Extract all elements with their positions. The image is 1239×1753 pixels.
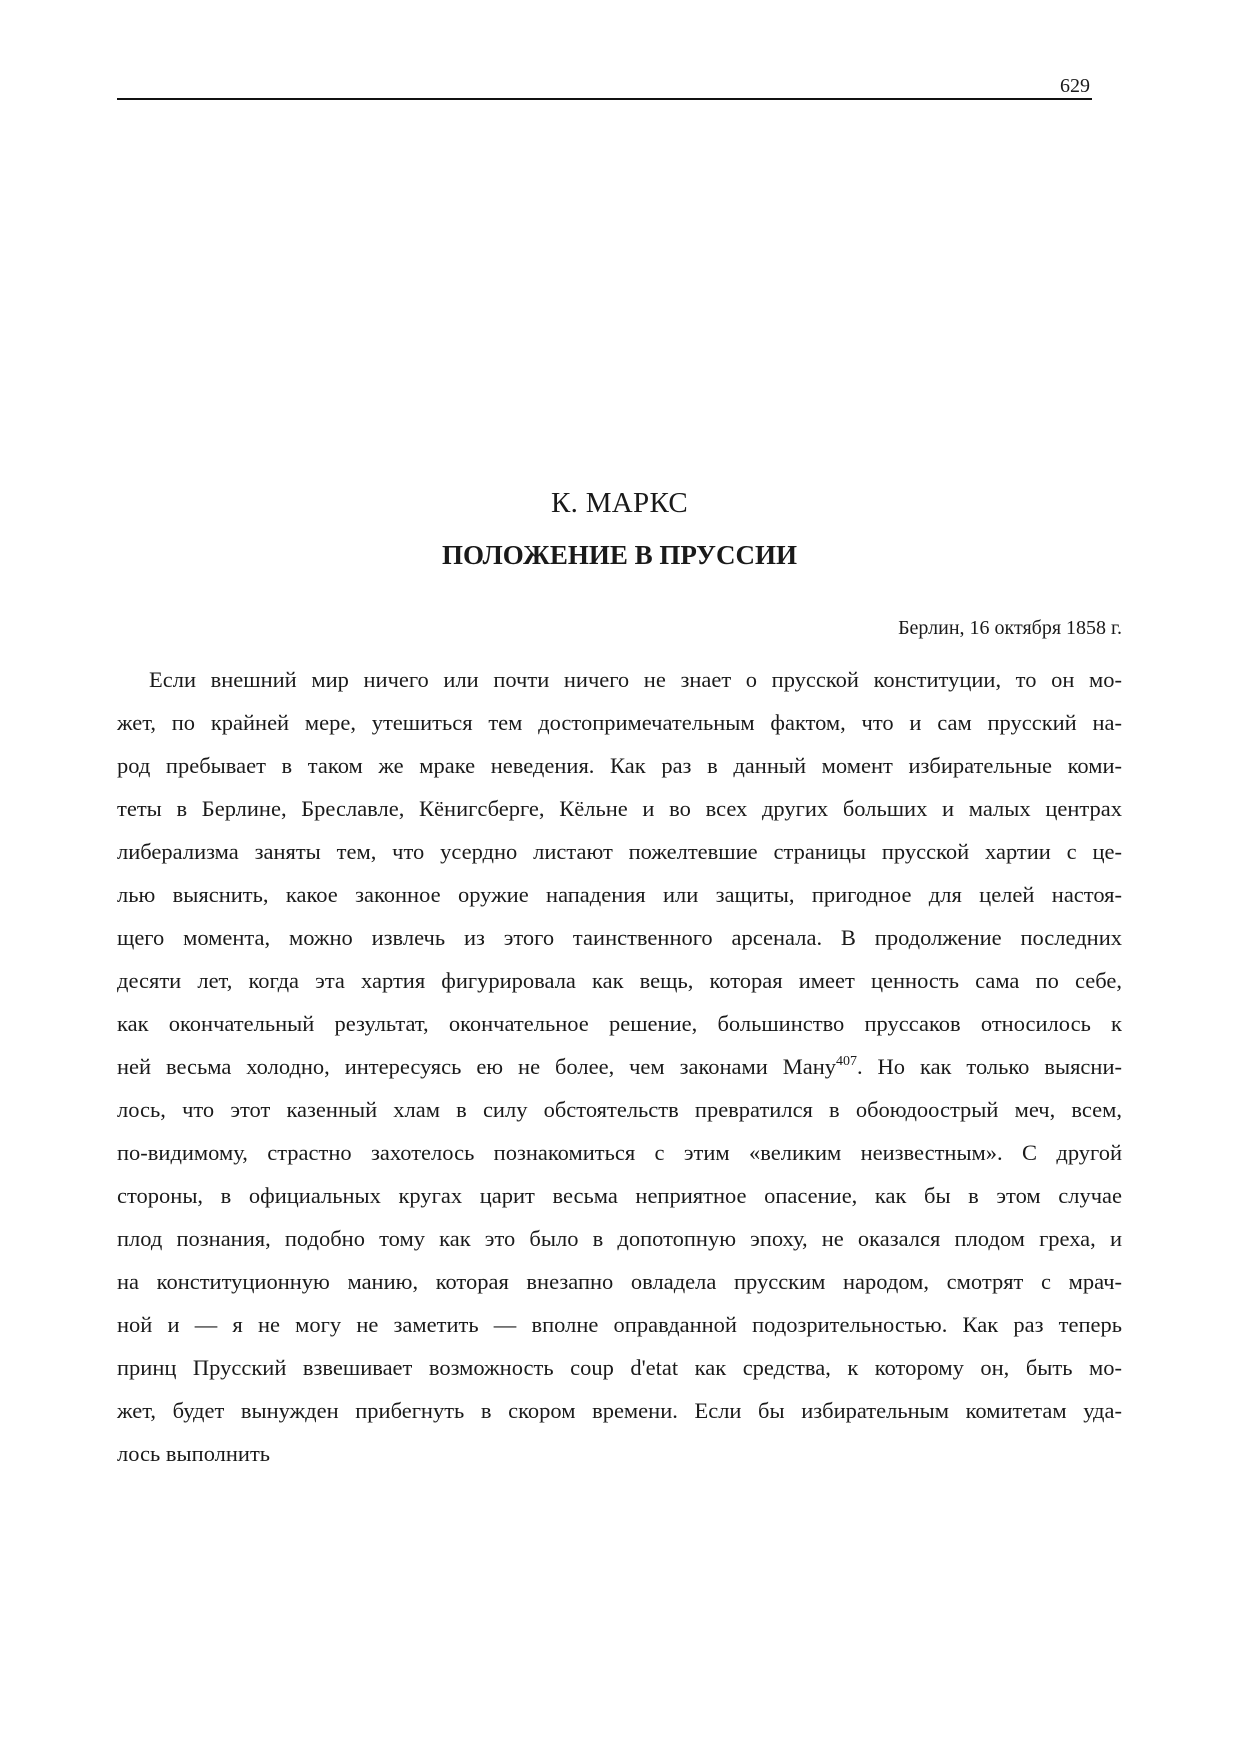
text-line: ной и — я не могу не заметить — вполне оправданной подозрительностью. Как раз теперь	[117, 1312, 1122, 1337]
text-line: щего момента, можно извлечь из этого таинственного арсенала. В продолжение последних	[117, 925, 1122, 950]
text-line: род пребывает в таком же мраке неведения. Как раз в данный момент избирательные коми-	[117, 753, 1122, 778]
text-line: стороны, в официальных кругах царит весьма неприятное опасение, как бы в этом случае	[117, 1183, 1122, 1208]
text-line-part: . Но как только выясни-	[857, 1054, 1122, 1079]
text-line: теты в Берлине, Бреславле, Кёнигсберге, Кёльне и во всех других больших и малых центрах	[117, 796, 1122, 821]
text-line: на конституционную манию, которая внезапно овладела прусским народом, смотрят с мрач-	[117, 1269, 1122, 1294]
text-line: по-видимому, страстно захотелось познакомиться с этим «великим неизвестным». С другой	[117, 1140, 1122, 1165]
footnote-reference[interactable]: 407	[836, 1054, 858, 1069]
text-line-with-footnote	[117, 1045, 1122, 1088]
text-line: лось, что этот казенный хлам в силу обстоятельств превратился в обоюдоострый меч, всем,	[117, 1097, 1122, 1122]
text-line: лось выполнить	[117, 1441, 271, 1466]
text-line: десяти лет, когда эта хартия фигурировала как вещь, которая имеет ценность сама по себе,	[117, 968, 1122, 993]
text-line: принц Прусский взвешивает возможность coup d'etat как средства, к которому он, быть мо-	[117, 1355, 1122, 1380]
dateline: Берлин, 16 октября 1858 г.	[898, 617, 1122, 639]
text-line: Если внешний мир ничего или почти ничего не знает о прусской конституции, то он мо-	[149, 667, 1122, 692]
text-line: либерализма заняты тем, что усердно листают пожелтевшие страницы прусской хартии с це-	[117, 839, 1122, 864]
text-line: как окончательный результат, окончательное решение, большинство пруссаков относилось к	[117, 1011, 1122, 1036]
article-body	[117, 658, 1122, 1475]
text-line-part: ней весьма холодно, интересуясь ею не более, чем законами Ману	[117, 1054, 837, 1079]
text-line: жет, будет вынужден прибегнуть в скором времени. Если бы избирательным комитетам уда-	[117, 1398, 1122, 1423]
page-header	[117, 72, 1092, 100]
text-line: лью выяснить, какое законное оружие нападения или защиты, пригодное для целей настоя-	[117, 882, 1122, 907]
text-line: плод познания, подобно тому как это было в допотопную эпоху, не оказался плодом греха, и	[117, 1226, 1122, 1251]
author-name: К. МАРКС	[550, 487, 689, 519]
text-line: жет, по крайней мере, утешиться тем достопримечательным фактом, что и сам прусский на-	[117, 710, 1122, 735]
page-number: 629	[1060, 75, 1090, 97]
article-title: ПОЛОЖЕНИЕ В ПРУССИИ	[442, 540, 797, 570]
